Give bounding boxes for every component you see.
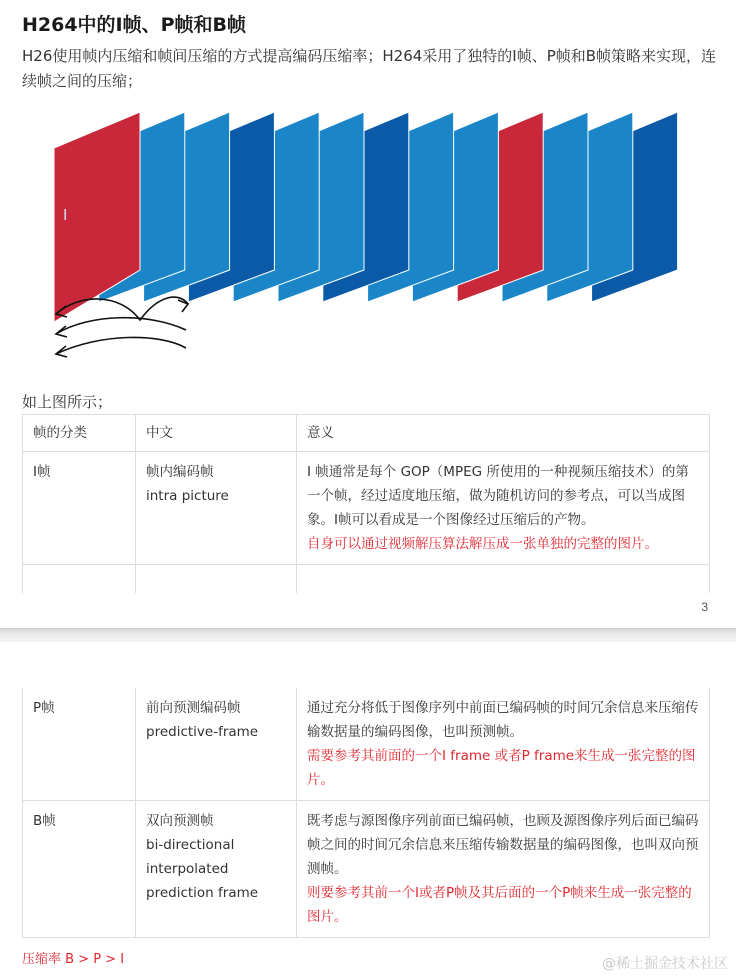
table-row-i	[23, 452, 710, 565]
header-cn: 中文	[136, 415, 297, 452]
header-type: 帧的分类	[23, 415, 136, 452]
page-separator	[0, 628, 736, 642]
cell-type: P帧	[23, 688, 136, 801]
cell-type: B帧	[23, 801, 136, 938]
cn-line: 帧内编码帧	[146, 464, 214, 480]
cell-meaning	[297, 688, 710, 801]
cell-cn	[136, 452, 297, 565]
intro-paragraph: H26使用帧内压缩和帧间压缩的方式提高编码压缩率；H264采用了独特的I帧、P帧和B帧策略来实现，连续帧之间的压缩；	[22, 47, 717, 90]
reference-arrow	[56, 318, 186, 334]
cn-line: 双向预测帧	[146, 813, 214, 829]
reference-arrow	[56, 337, 186, 354]
table-header-row	[23, 415, 710, 452]
header-meaning: 意义	[297, 415, 710, 452]
cn-line: interpolated	[146, 861, 229, 877]
meaning-note: 则要参考其前一个I或者P帧及其后面的一个P帧来生成一张完整的图片。	[307, 885, 692, 925]
cell-cn	[136, 688, 297, 801]
frame-label: I	[63, 207, 68, 224]
page-title: H264中的I帧、P帧和B帧	[22, 14, 247, 36]
cn-line: 前向预测编码帧	[146, 700, 241, 716]
page-4	[0, 642, 736, 977]
frame-table-part1	[22, 414, 710, 593]
cn-line: intra picture	[146, 488, 229, 504]
meaning-note: 自身可以通过视频解压算法解压成一张单独的完整的图片。	[307, 536, 658, 552]
table-row-continued	[23, 565, 710, 593]
frame-table-part2	[22, 688, 710, 938]
meaning-note: 需要参考其前面的一个I frame 或者P frame来生成一张完整的图片。	[307, 748, 696, 788]
cn-line: prediction frame	[146, 885, 259, 901]
page-number: 3	[701, 600, 708, 614]
caption: 如上图所示；	[22, 393, 113, 411]
cell-type: I帧	[23, 452, 136, 565]
cn-line: predictive-frame	[146, 724, 259, 740]
table-row-p	[23, 688, 710, 801]
meaning-text: 通过充分将低于图像序列中前面已编码帧的时间冗余信息来压缩传输数据量的编码图像，也叫预测帧。	[307, 700, 699, 740]
watermark: @稀土掘金技术社区	[602, 956, 728, 972]
compression-ratio: 压缩率 B > P > I	[22, 952, 125, 967]
meaning-text: 既考虑与源图像序列前面已编码帧，也顾及源图像序列后面已编码帧之间的时间冗余信息来压缩传输数据量的编码图像，也叫双向预测帧。	[307, 813, 699, 877]
cell-meaning	[297, 452, 710, 565]
cn-line: bi-directional	[146, 837, 235, 853]
frame-sequence-figure	[50, 108, 690, 378]
cell-meaning	[297, 801, 710, 938]
meaning-text: I 帧通常是每个 GOP（MPEG 所使用的一种视频压缩技术）的第一个帧，经过适度地压缩，做为随机访问的参考点，可以当成图象。I帧可以看成是一个图像经过压缩后的产物。	[307, 464, 689, 528]
table-row-b	[23, 801, 710, 938]
cell-cn	[136, 801, 297, 938]
